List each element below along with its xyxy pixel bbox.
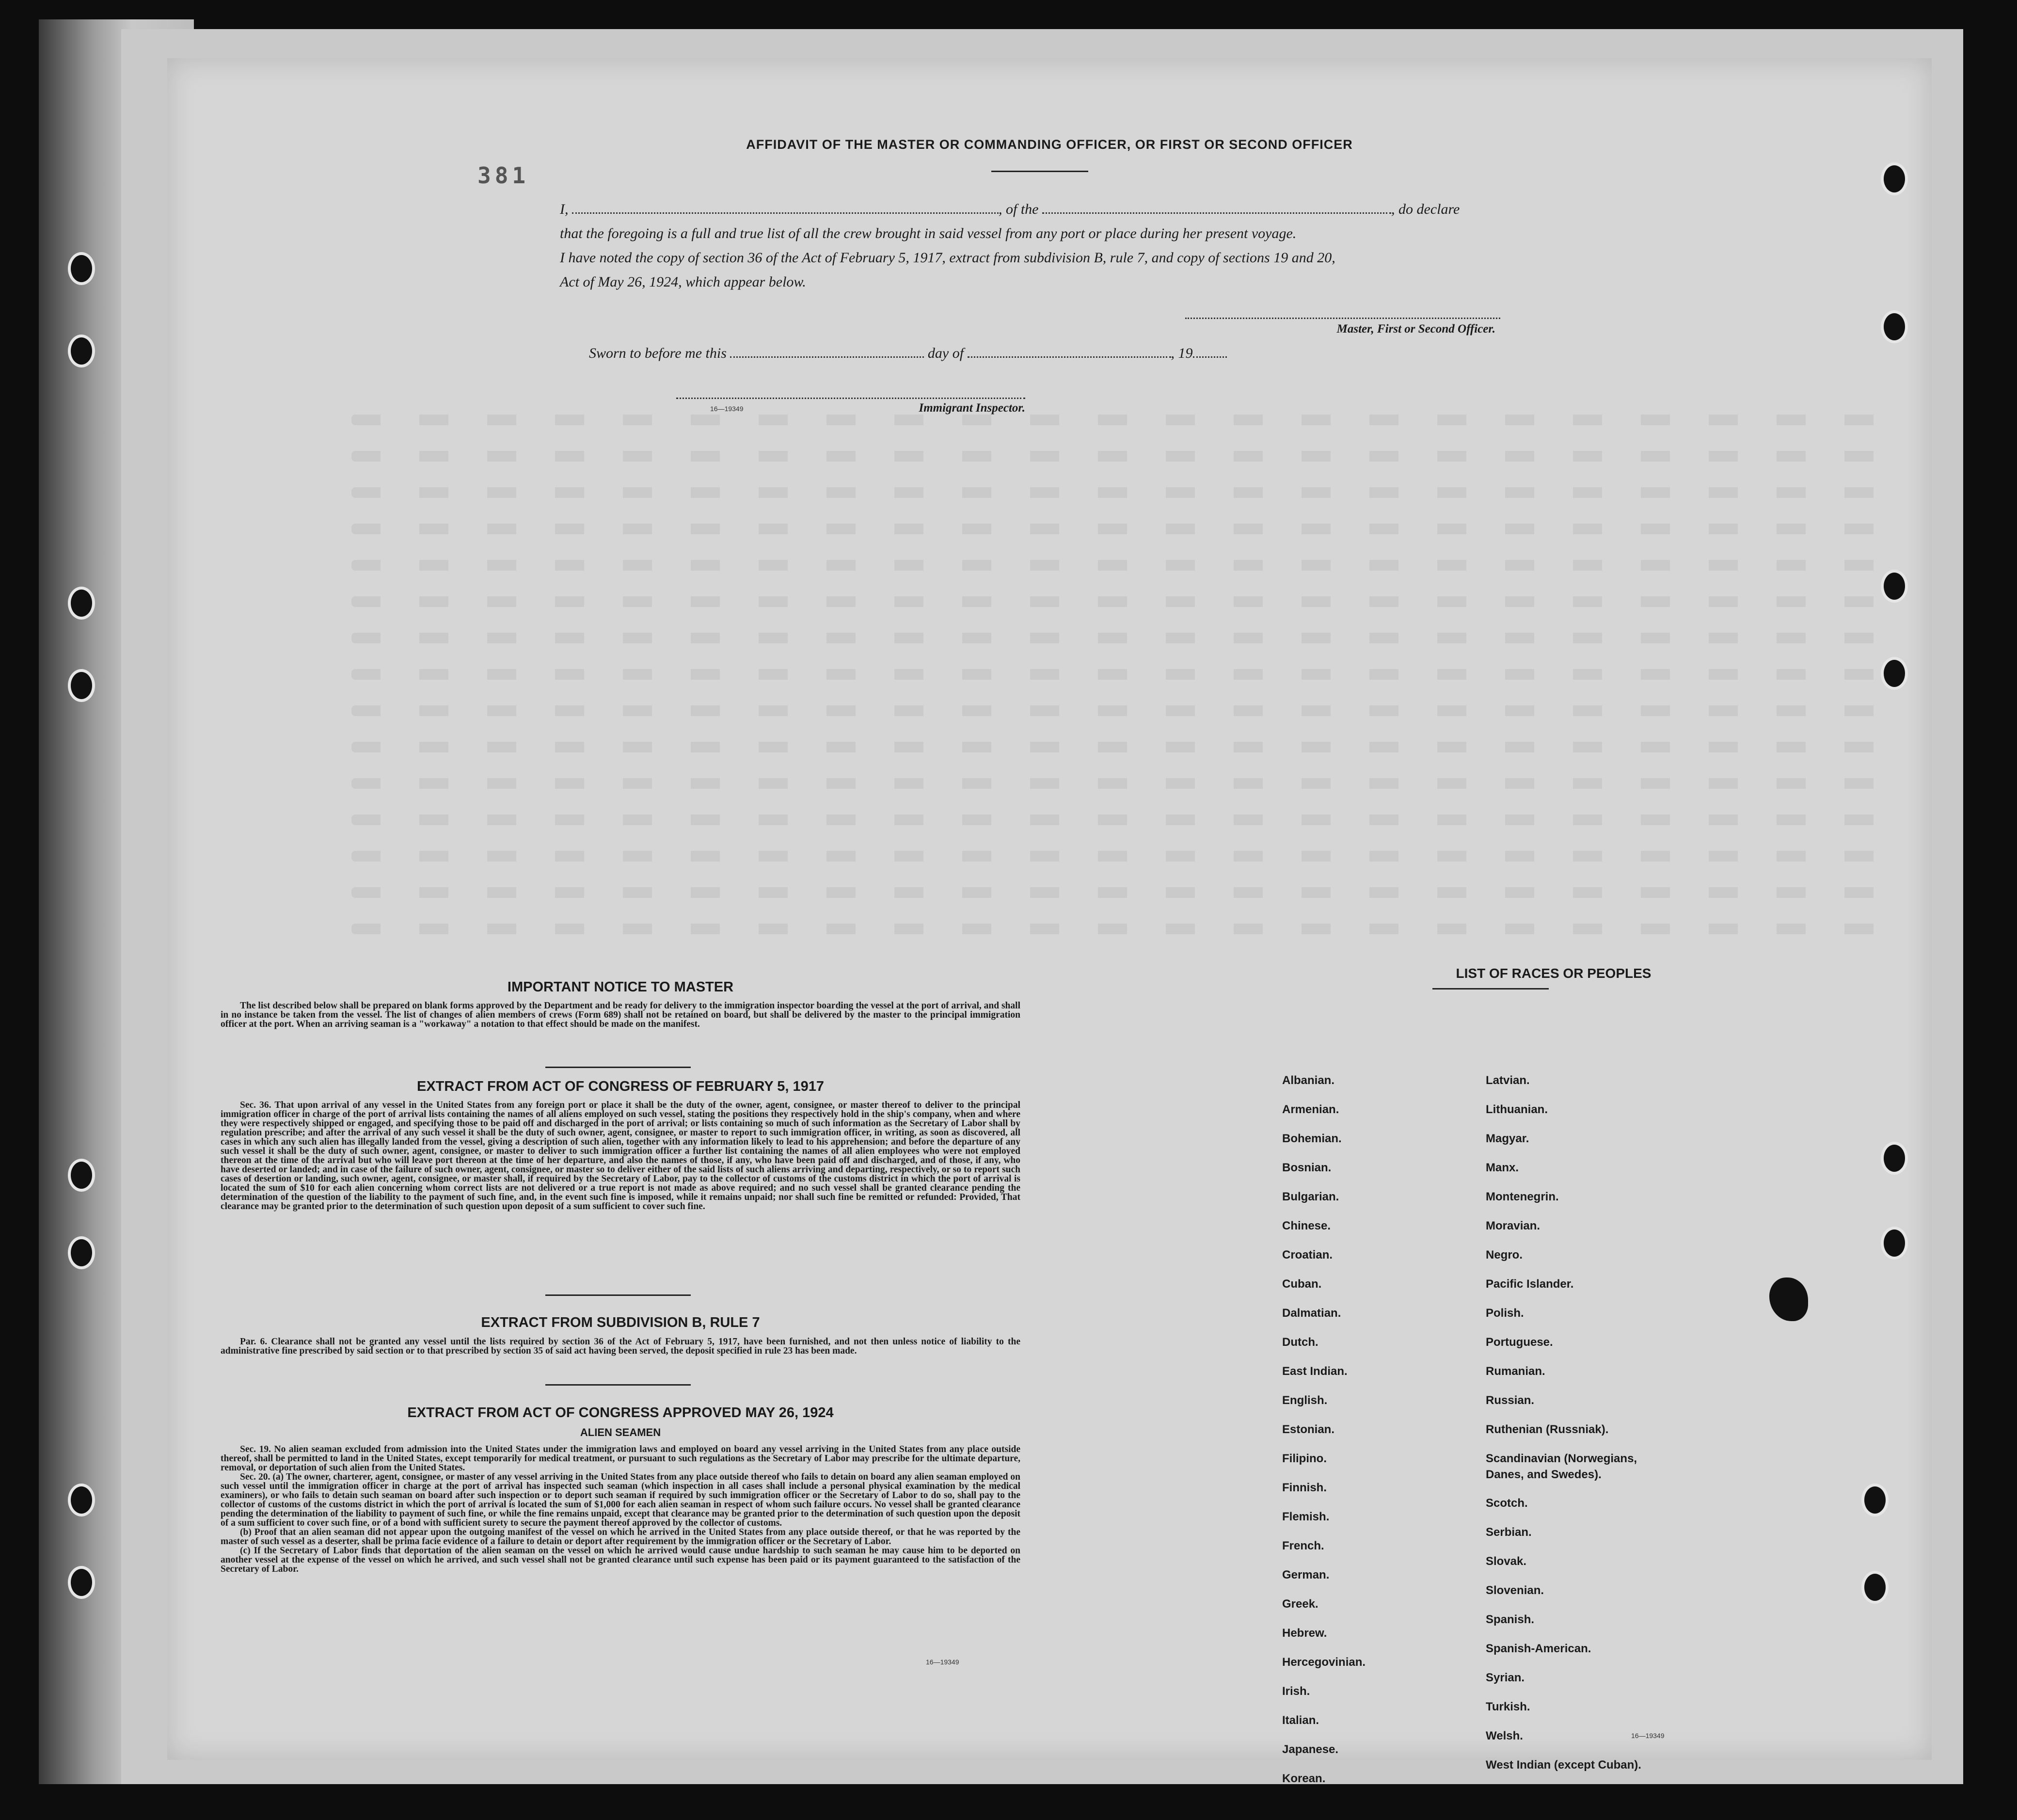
bleed-through-row — [351, 705, 1903, 716]
sworn-month-field[interactable] — [968, 346, 1171, 358]
race-item: Ruthenian (Russniak). — [1486, 1423, 1609, 1436]
race-item: Estonian. — [1282, 1423, 1335, 1436]
race-item: Syrian. — [1486, 1671, 1525, 1684]
bleed-through-row — [351, 887, 1903, 898]
affidavit-text: , 19 — [1171, 345, 1193, 361]
punch-hole — [1881, 310, 1908, 343]
race-item: Pacific Islander. — [1486, 1277, 1574, 1291]
race-item: Rumanian. — [1486, 1365, 1545, 1378]
affidavit-text: , do declare — [1391, 201, 1460, 217]
race-item: Lithuanian. — [1486, 1103, 1548, 1116]
race-item: Dalmatian. — [1282, 1307, 1341, 1320]
bleed-through-row — [351, 596, 1903, 607]
races-title: LIST OF RACES OR PEOPLES — [1456, 966, 1652, 981]
act-1924-subtitle: ALIEN SEAMEN — [580, 1426, 661, 1438]
manifest-page — [167, 58, 1932, 1785]
bleed-through-row — [351, 814, 1903, 825]
punch-hole — [1861, 1484, 1889, 1517]
bleed-through-row — [351, 669, 1903, 680]
notice-text: The list described below shall be prepared on blank forms approved by the Department and be ready for delivery to the immigration inspector boarding the vessel at the port of arrival, and shall in no instance be taken from the vessel. The list of changes of alien members of crews (Form 689) shall not be retained on board, but shall be delivered by the master to the principal immigration officer at the port. When an arriving seaman is a "workaway" a notation to that effect should be made on the manifest. — [221, 1001, 1020, 1029]
page-stamp-number: 381 — [477, 162, 530, 189]
race-item: Slovak. — [1486, 1555, 1527, 1568]
notice-title: IMPORTANT NOTICE TO MASTER — [507, 979, 734, 995]
race-item: Turkish. — [1486, 1700, 1530, 1713]
punch-hole — [68, 587, 95, 620]
vessel-name-field[interactable] — [1042, 202, 1391, 214]
race-item: Japanese. — [1282, 1743, 1339, 1756]
race-item: Manx. — [1486, 1161, 1519, 1174]
divider — [545, 1067, 691, 1068]
affidavit-text: Sworn to before me this — [589, 345, 727, 361]
punch-hole — [1881, 162, 1908, 195]
act-1917-text: Sec. 36. That upon arrival of any vessel in the United States from any foreign port or place it shall be the duty of the owner, agent, consignee, or master thereof to deliver to the principal immigration officer in charge of the port of arrival lists containing the names of all aliens employed on such vessel, stating the positions they respectively hold in the ship's company, when and where they were respectively shipped or engaged, and specifying those to be paid off and discharged in the port of arrival; or lists containing so much of such information as the Secretary of Labor shall by regulation prescribe; and after the arrival of any such vessel it shall be the duty of such owner, agent, consignee, or master to report to such immigration officer, in writing, as soon as discovered, all cases in which any such alien has illegally landed from the vessel, giving a description of such alien, together with any information likely to lead to his apprehension; and before the departure of any such vessel it shall be the duty of such owner, agent, consignee, or master to deliver to such immigration officer a further list containing the names of all alien employees who were not employed thereon at the time of the arrival but who will leave port thereon at the time of her departure, and also the names of those, if any, who have been paid off and discharged, and of those, if any, who have deserted or landed; and in case of the failure of such owner, agent, consignee, or master so to deliver either of the said lists of such aliens arriving and departing, respectively, or so to report such cases of desertion or landing, such owner, agent, consignee, or master shall, if required by the Secretary of Labor, pay to the collector of customs of the customs district in which the port of arrival is located the sum of $10 for each alien concerning whom correct lists are not delivered or a true report is not made as above required; and no such vessel shall be granted clearance pending the determination of the question of the liability to the payment of such fine, and, in the event such fine is imposed, while it remains unpaid; nor shall such fine be remitted or refunded: Provided, That clearance may be granted prior to the determination of such question upon deposit of a sum sufficient to cover such fine. — [221, 1100, 1020, 1212]
signature-field[interactable] — [1185, 318, 1500, 319]
race-item: Magyar. — [1486, 1132, 1529, 1145]
race-item: English. — [1282, 1394, 1328, 1407]
race-item: Korean. — [1282, 1772, 1326, 1785]
race-item: Scotch. — [1486, 1497, 1528, 1510]
act-1917-title: EXTRACT FROM ACT OF CONGRESS OF FEBRUARY 5, 1917 — [416, 1079, 825, 1094]
race-item: Russian. — [1486, 1394, 1535, 1407]
rule-7-title: EXTRACT FROM SUBDIVISION B, RULE 7 — [481, 1315, 760, 1330]
bleed-through-row — [351, 742, 1903, 752]
race-item: Armenian. — [1282, 1103, 1339, 1116]
race-item: Scandinavian (Norwegians, Danes, and Swedes). — [1486, 1452, 1637, 1481]
race-item: Albanian. — [1282, 1074, 1335, 1087]
sworn-year-field[interactable] — [1193, 346, 1227, 358]
race-item: Negro. — [1486, 1248, 1523, 1261]
race-item: Greek. — [1282, 1597, 1318, 1611]
punch-hole — [68, 1484, 95, 1517]
race-item: Spanish. — [1486, 1613, 1535, 1626]
punch-hole — [1881, 570, 1908, 603]
rule-7-text: Par. 6. Clearance shall not be granted any vessel until the lists required by section 36 of the Act of February 5, 1917, have been furnished, and not then unless notice of liability to the administrative fine prescribed by said section or to that prescribed by section 35 of said act having been served, the deposit specified in rule 23 has been made. — [221, 1337, 1020, 1356]
race-item: Chinese. — [1282, 1219, 1331, 1232]
race-item: Spanish-American. — [1486, 1642, 1591, 1655]
race-item: Croatian. — [1282, 1248, 1333, 1261]
punch-hole — [1881, 1142, 1908, 1175]
affidavit-text: Act of May 26, 1924, which appear below. — [560, 274, 806, 290]
bleed-through-row — [351, 633, 1903, 643]
punch-hole — [1861, 1571, 1889, 1604]
affidavit-text: day of — [927, 345, 964, 361]
form-code: 16—19349 — [710, 405, 744, 413]
form-code: 16—19349 — [926, 1658, 959, 1666]
race-item: Polish. — [1486, 1307, 1524, 1320]
section-20c: (c) If the Secretary of Labor finds that deportation of the alien seaman on the vessel on which he arrived would cause undue hardship to such seaman he may cause him to be deported on another vessel at the expense of the vessel on which he arrived, and such vessel shall not be granted clearance until such expense has been paid or its payment guaranteed to the satisfaction of the Secretary of Labor. — [221, 1546, 1020, 1574]
divider — [545, 1294, 691, 1296]
affidavit-text: , of the — [999, 201, 1039, 217]
race-item: Irish. — [1282, 1685, 1310, 1698]
race-item: German. — [1282, 1568, 1330, 1581]
race-item: French. — [1282, 1539, 1324, 1552]
race-item: Montenegrin. — [1486, 1190, 1559, 1203]
race-item: Cuban. — [1282, 1277, 1322, 1291]
race-item: Italian. — [1282, 1714, 1319, 1727]
race-item: Bosnian. — [1282, 1161, 1332, 1174]
race-item: Bulgarian. — [1282, 1190, 1339, 1203]
act-1924-text — [221, 1445, 1020, 1574]
race-item: West Indian (except Cuban). — [1486, 1758, 1641, 1772]
race-item: Hebrew. — [1282, 1627, 1327, 1640]
form-code: 16—19349 — [1631, 1732, 1665, 1740]
race-item: Welsh. — [1486, 1729, 1523, 1742]
race-item: Finnish. — [1282, 1481, 1327, 1494]
race-item: Hercegovinian. — [1282, 1656, 1366, 1669]
race-item: Portuguese. — [1486, 1336, 1553, 1349]
race-item: Serbian. — [1486, 1526, 1532, 1539]
punch-hole — [1881, 1227, 1908, 1260]
punch-hole — [1881, 657, 1908, 690]
bleed-through-row — [351, 560, 1903, 571]
section-19: Sec. 19. No alien seaman excluded from admission into the United States under the immigration laws and employed on board any vessel arriving in the United States from any place outside thereof, shall be permitted to land in the United States, except temporarily for medical treatment, or pursuant to such regulations as the Secretary of Labor may prescribe for the ultimate departure, removal, or deportation of such alien from the United States. — [221, 1444, 1020, 1473]
bleed-through-row — [351, 851, 1903, 862]
bleed-through-row — [351, 415, 1903, 425]
punch-hole — [68, 1566, 95, 1599]
divider — [1432, 988, 1549, 990]
race-item: Latvian. — [1486, 1074, 1530, 1087]
inspector-signature-field[interactable] — [676, 398, 1025, 399]
bleed-through-row — [351, 778, 1903, 789]
affidavit-declaration-line — [560, 201, 1525, 218]
punch-hole — [68, 335, 95, 367]
race-item: Moravian. — [1486, 1219, 1541, 1232]
punch-hole — [68, 669, 95, 702]
divider — [991, 171, 1088, 172]
race-item: Flemish. — [1282, 1510, 1330, 1523]
bleed-through-row — [351, 451, 1903, 462]
sworn-day-field[interactable] — [730, 346, 924, 358]
inspector-label: Immigrant Inspector. — [919, 401, 1025, 415]
race-item: Filipino. — [1282, 1452, 1327, 1465]
affidavit-title: AFFIDAVIT OF THE MASTER OR COMMANDING OFFICER, OR FIRST OR SECOND OFFICER — [746, 137, 1353, 152]
signature-label: Master, First or Second Officer. — [1336, 322, 1495, 335]
act-1924-title: EXTRACT FROM ACT OF CONGRESS APPROVED MAY 26, 1924 — [407, 1405, 834, 1421]
affidavit-text: I have noted the copy of section 36 of the Act of February 5, 1917, extract from subdivision B, rule 7, and copy of sections 19 and 20, — [560, 250, 1335, 266]
bleed-through-row — [351, 924, 1903, 934]
section-20a: Sec. 20. (a) The owner, charterer, agent, consignee, or master of any vessel arriving in the United States from any place outside thereof who fails to detain on board any alien seaman employed on such vessel until the immigration officer in charge at the port of arrival has inspected such seaman (which inspection in all cases shall include a personal physical examination by the medical examiners), or who fails to detain such seaman on board after such inspection or to deport such seaman if required by such immigration officer or the Secretary of Labor to do so, shall pay to the collector of customs of the customs district in which the port of arrival is located the sum of $1,000 for each alien seaman in respect of whom such failure occurs. No vessel shall be granted clearance pending the determination of the liability to payment of such fine, or while the fine remains unpaid, except that clearance may be granted prior to the determination of such question upon the deposit of a sum sufficient to cover such fine, or of a bond with sufficient surety to secure the payment thereof approved by the collector of customs. — [221, 1472, 1020, 1528]
divider — [545, 1384, 691, 1386]
section-20b: (b) Proof that an alien seaman did not appear upon the outgoing manifest of the vessel on which he arrived in the United States from any place outside thereof, or that he was reported by the master of such vessel as a deserter, shall be prima facie evidence of a failure to detain or deport after requirement by the immigration officer or the Secretary of Labor. — [221, 1527, 1020, 1547]
bleed-through-row — [351, 524, 1903, 534]
punch-hole — [68, 1236, 95, 1269]
punch-hole — [68, 252, 95, 285]
race-item: Slovenian. — [1486, 1584, 1544, 1597]
bleed-through-row — [351, 487, 1903, 498]
race-item: Dutch. — [1282, 1336, 1318, 1349]
affidavit-text: I, — [560, 201, 569, 217]
affidavit-text: that the foregoing is a full and true list of all the crew brought in said vessel from any port or place during her present voyage. — [560, 225, 1297, 241]
race-item: East Indian. — [1282, 1365, 1348, 1378]
sworn-line — [589, 345, 1554, 362]
punch-hole — [68, 1159, 95, 1192]
race-item: Bohemian. — [1282, 1132, 1342, 1145]
master-name-field[interactable] — [572, 202, 999, 214]
